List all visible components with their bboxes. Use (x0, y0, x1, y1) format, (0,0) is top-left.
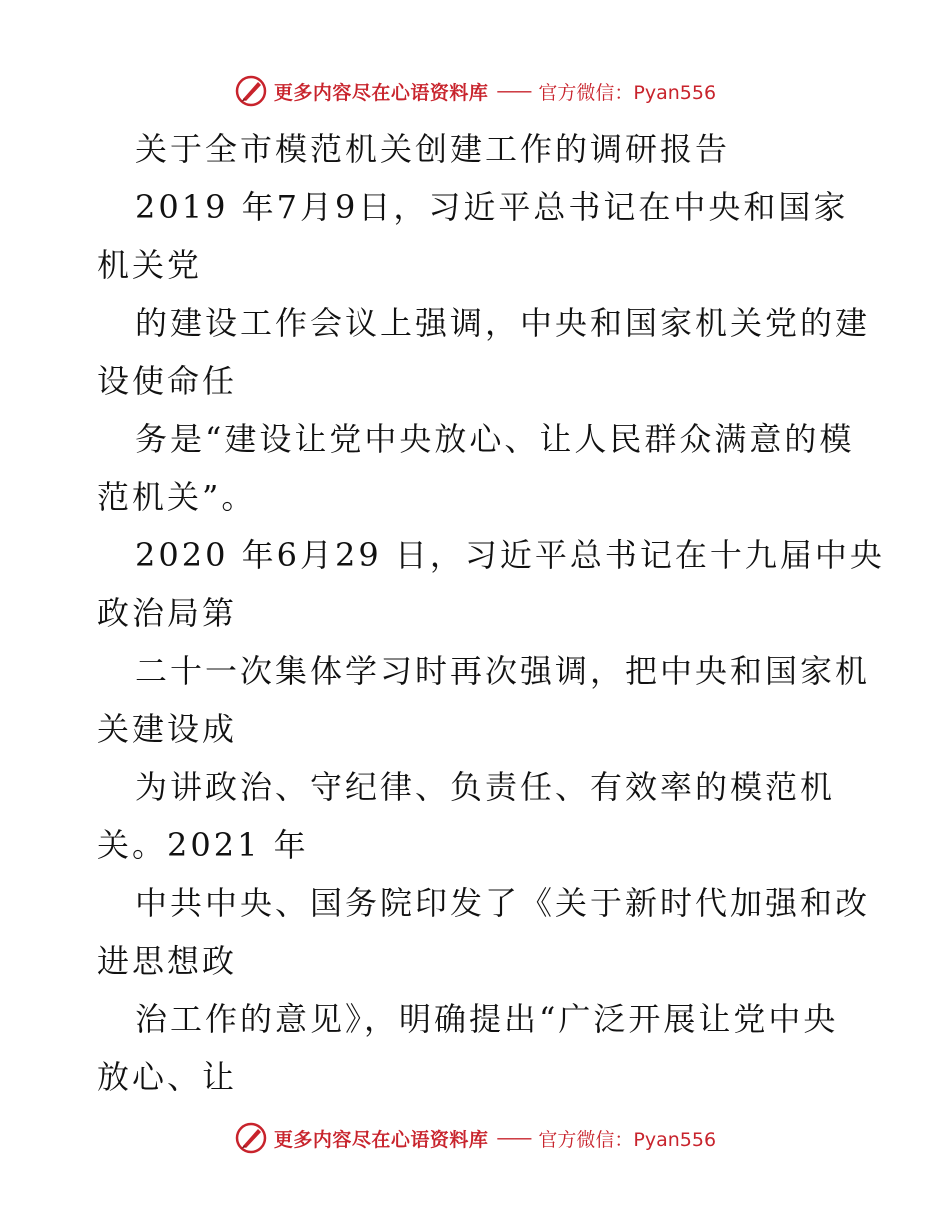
paragraph-line: 机关党 (97, 246, 203, 284)
paragraph-line: 关建设成 (97, 710, 238, 748)
header-banner (0, 71, 950, 111)
footer-banner (0, 1118, 950, 1158)
paragraph-line: 的建设工作会议上强调，中央和国家机关党的建 (135, 304, 871, 342)
document-title: 关于全市模范机关创建工作的调研报告 (135, 130, 731, 168)
banner-site-text: 更多内容尽在心语资料库 (273, 81, 489, 104)
quill-logo-icon (234, 1121, 268, 1155)
paragraph-line: 2020 年6月29 日，习近平总书记在十九届中央 (135, 536, 885, 574)
banner-site-text: 更多内容尽在心语资料库 (273, 1128, 489, 1151)
document-body (97, 120, 885, 1106)
paragraph-line: 治工作的意见》，明确提出“广泛开展让党中央 (135, 1000, 839, 1038)
paragraph-line: 2019 年7月9日，习近平总书记在中央和国家 (135, 188, 849, 226)
paragraph-line: 范机关”。 (97, 478, 257, 516)
paragraph-line: 为讲政治、守纪律、负责任、有效率的模范机 (135, 768, 836, 806)
paragraph-line: 关。2021 年 (97, 826, 309, 864)
quill-logo-icon (234, 74, 268, 108)
banner-wechat-text: 官方微信：Pyan556 (538, 81, 717, 104)
paragraph-line: 政治局第 (97, 594, 238, 632)
paragraph-line: 务是“建设让党中央放心、让人民群众满意的模 (135, 420, 855, 458)
paragraph-line: 放心、让 (97, 1058, 238, 1096)
paragraph-line: 二十一次集体学习时再次强调，把中央和国家机 (135, 652, 871, 690)
paragraph-line: 中共中央、国务院印发了《关于新时代加强和改 (135, 884, 871, 922)
banner-separator: —— (496, 1127, 531, 1149)
paragraph-line: 进思想政 (97, 942, 238, 980)
paragraph-line: 设使命任 (97, 362, 238, 400)
banner-separator: —— (496, 80, 531, 102)
banner-wechat-text: 官方微信：Pyan556 (538, 1128, 717, 1151)
